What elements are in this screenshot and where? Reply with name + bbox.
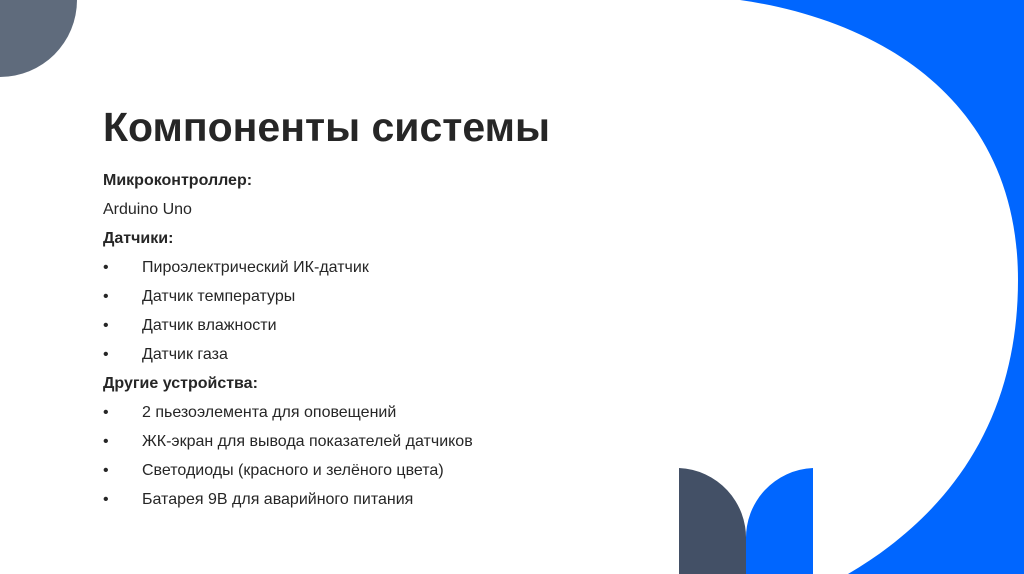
list-item-text: Датчик влажности [142, 317, 277, 334]
list-item [103, 485, 663, 514]
list-item-text: 2 пьезоэлемента для оповещений [142, 404, 397, 421]
section-heading-other-devices: Другие устройства: [103, 375, 258, 392]
list-item [103, 427, 663, 456]
bullet: • [103, 404, 109, 421]
list-item [103, 311, 663, 340]
bullet: • [103, 433, 109, 450]
list-item [103, 253, 663, 282]
slide-title: Компоненты системы [103, 104, 550, 150]
section-heading-sensors: Датчики: [103, 230, 174, 247]
list-item [103, 398, 663, 427]
bullet: • [103, 491, 109, 508]
list-item [103, 456, 663, 485]
top-left-corner-shape [0, 0, 77, 77]
content-list [103, 166, 663, 514]
list-item-text: Батарея 9В для аварийного питания [142, 491, 414, 508]
bullet: • [103, 346, 109, 363]
list-item-text: Датчик газа [142, 346, 228, 363]
bullet: • [103, 259, 109, 276]
bullet: • [103, 462, 109, 479]
leaf-logo [679, 468, 813, 574]
list-item-text: ЖК-экран для вывода показателей датчиков [142, 433, 473, 450]
list-item-text: Датчик температуры [142, 288, 296, 305]
list-item-text: Пироэлектрический ИК-датчик [142, 259, 369, 276]
leaf-left [679, 468, 746, 574]
list-item [103, 340, 663, 369]
bullet: • [103, 317, 109, 334]
bullet: • [103, 288, 109, 305]
list-item-text: Светодиоды (красного и зелёного цвета) [142, 462, 444, 479]
leaf-right [746, 468, 813, 574]
section-heading-microcontroller: Микроконтроллер: [103, 172, 253, 189]
list-item [103, 282, 663, 311]
section-text-microcontroller: Arduino Uno [103, 201, 192, 218]
